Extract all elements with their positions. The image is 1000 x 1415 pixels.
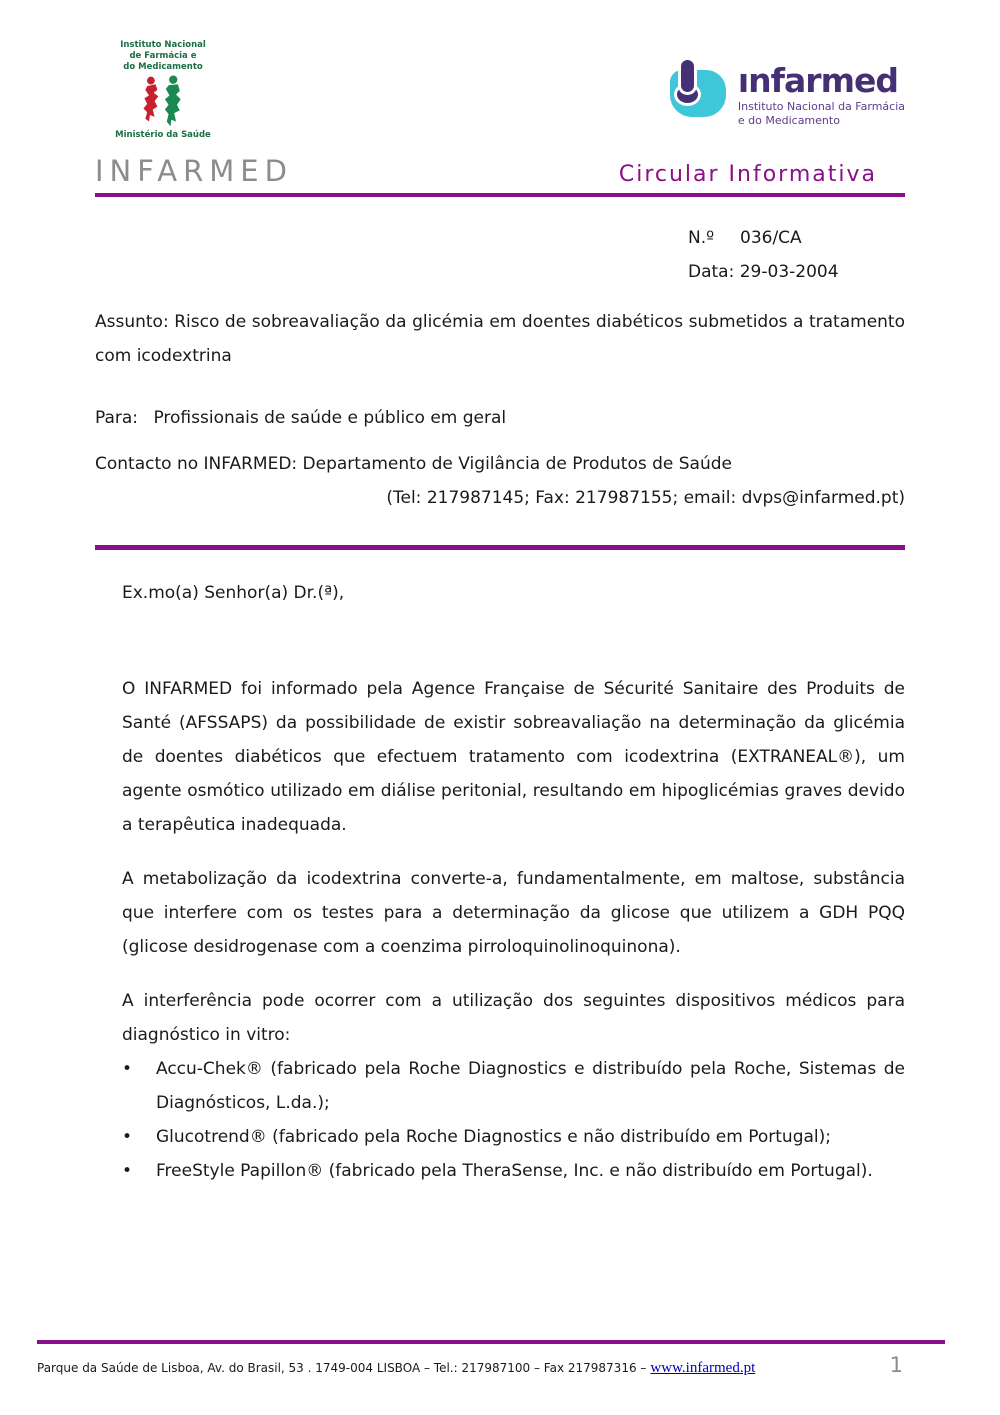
subject-line: [95, 305, 905, 373]
contact-label: Contacto no INFARMED:: [95, 454, 298, 474]
list-item: [122, 1154, 905, 1188]
purple-stem-shape: [681, 60, 694, 92]
footer-address: Parque da Saúde de Lisboa, Av. do Brasil, 53 . 1749-004 LISBOA – Tel.: 217987100 – Fax 217987316 –: [37, 1361, 647, 1375]
bullet-icon: •: [122, 1161, 133, 1181]
recipient-text: Profissionais de saúde e público em geral: [153, 408, 507, 428]
paragraph-2: A metabolização da icodextrina converte-a, fundamentalmente, em maltose, substância que interfere com os testes para a determinação da glicose que utilizem a GDH PQQ (glicose desidrogenase com a coenzima pirroloquinolinoquinona).: [122, 869, 905, 957]
ministry-logo-line3: do Medicamento: [123, 62, 203, 73]
device-list: [122, 1052, 905, 1188]
document-date-row: [688, 255, 863, 289]
infarmed-u-icon: [670, 60, 728, 118]
page-number: 1: [889, 1353, 903, 1377]
footer-line: [37, 1353, 945, 1377]
title-row: [95, 154, 905, 188]
brand-subtitle-line2: e do Medicamento: [737, 113, 840, 127]
number-value: 036/CA: [740, 228, 802, 248]
contact-line: [95, 447, 905, 481]
brand-text: [738, 60, 905, 128]
bullet-icon: •: [122, 1127, 133, 1147]
header-divider: [95, 193, 905, 197]
subject-label: Assunto:: [95, 312, 169, 332]
page-title: INFARMED: [95, 154, 293, 188]
paragraph-3: A interferência pode ocorrer com a utilização dos seguintes dispositivos médicos para diagnóstico in vitro:: [122, 991, 905, 1045]
number-label: N.º: [688, 228, 715, 248]
device-item-1: Accu-Chek® (fabricado pela Roche Diagnostics e distribuído pela Roche, Sistemas de Diagnósticos, L.da.);: [156, 1059, 905, 1113]
contact-details: (Tel: 217987145; Fax: 217987155; email: dvps@infarmed.pt): [386, 488, 905, 508]
ministry-logo-caption: Ministério da Saúde: [115, 130, 211, 141]
brand-subtitle-line1: Instituto Nacional da Farmácia: [737, 100, 905, 113]
letter-body: [122, 576, 905, 1188]
brand-subtitle: [738, 100, 905, 128]
device-item-2: Glucotrend® (fabricado pela Roche Diagnostics e não distribuído em Portugal);: [156, 1127, 831, 1147]
ministry-logo-line2: de Farmácia e: [129, 51, 197, 62]
salutation: Ex.mo(a) Senhor(a) Dr.(ª),: [122, 583, 345, 603]
infarmed-brand-logo: [670, 60, 905, 128]
recipient-label: Para:: [95, 408, 139, 428]
document-number-row: [688, 221, 863, 255]
contact-text: Departamento de Vigilância de Produtos de Saúde: [302, 454, 732, 474]
recipient-line: [95, 401, 905, 435]
dancing-figures-icon: [134, 75, 192, 129]
section-divider: [95, 545, 905, 550]
ministry-logo: [95, 40, 231, 141]
list-item: [122, 1052, 905, 1120]
device-item-3: FreeStyle Papillon® (fabricado pela TheraSense, Inc. e não distribuído em Portugal).: [156, 1161, 873, 1181]
logo-row: [95, 40, 905, 144]
list-item: [122, 1120, 905, 1154]
paragraph-1: O INFARMED foi informado pela Agence Française de Sécurité Sanitaire des Produits de Santé (AFSSAPS) da possibilidade de existir sobreavaliação na determinação da glicémia de doentes diabéticos que efectuem tratamento com icodextrina (EXTRANEAL®), um agente osmótico utilizado em diálise peritonial, resultando em hipoglicémias graves devido a terapêutica inadequada.: [122, 679, 905, 835]
date-value: 29-03-2004: [739, 262, 839, 282]
document-type-title: Circular Informativa: [618, 162, 877, 187]
document-meta: [688, 221, 863, 289]
date-label: Data:: [688, 262, 735, 282]
brand-name: ınfarmed: [737, 61, 898, 100]
bullet-icon: •: [122, 1059, 133, 1079]
subject-text: Risco de sobreavaliação da glicémia em doentes diabéticos submetidos a tratamento com icodextrina: [95, 312, 905, 366]
footer-divider: [37, 1340, 945, 1344]
page-footer: [37, 1340, 945, 1377]
infarmed-website-link[interactable]: www.infarmed.pt: [650, 1360, 756, 1376]
ministry-logo-line1: Instituto Nacional: [120, 40, 206, 50]
